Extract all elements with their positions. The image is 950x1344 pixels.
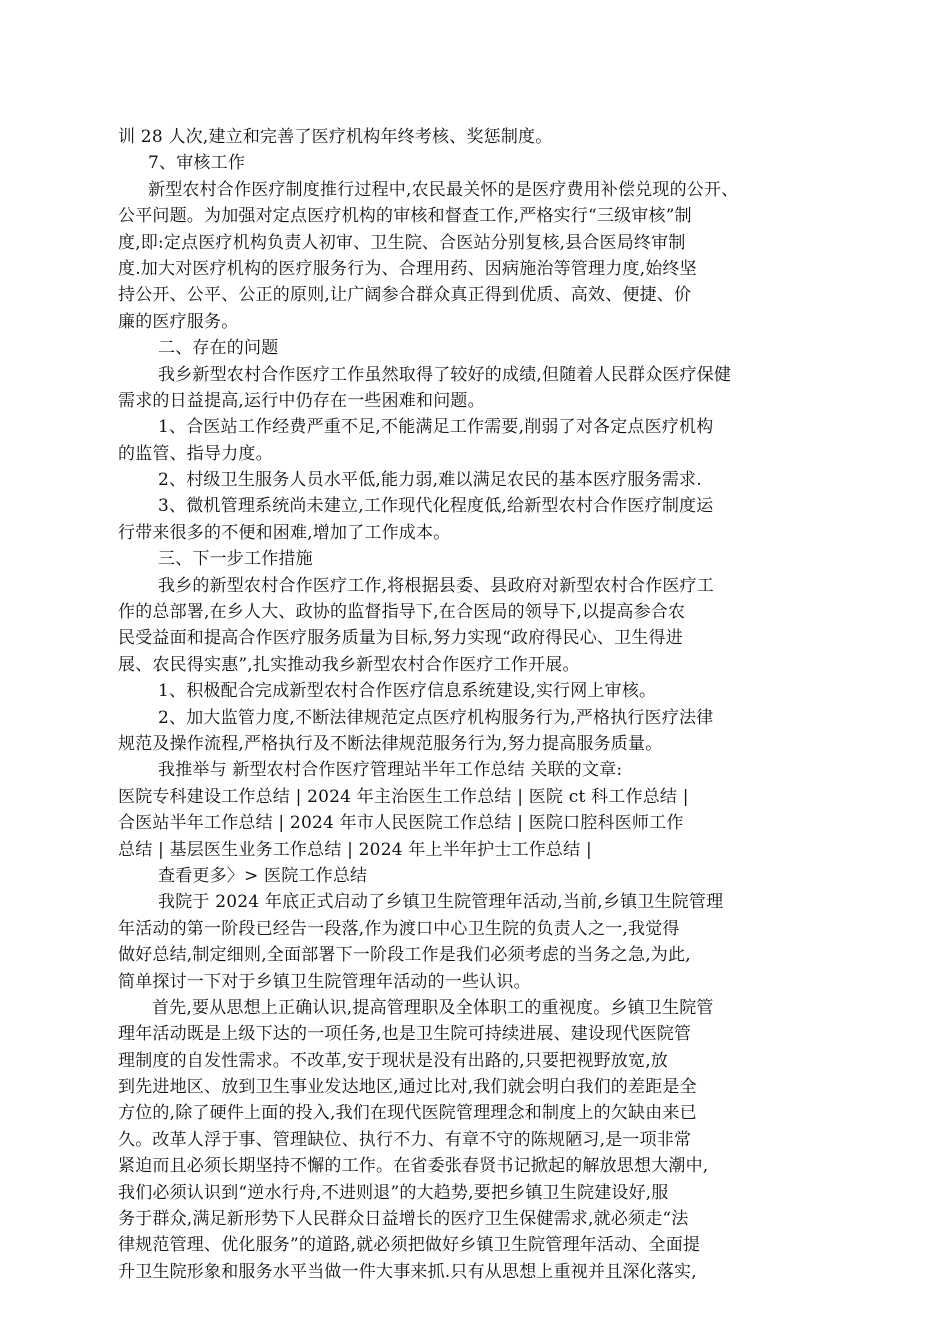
related-articles-heading: 我推举与 新型农村合作医疗管理站半年工作总结 关联的文章: — [158, 760, 623, 781]
related-articles-links[interactable]: 医院专科建设工作总结 | 2024 年主治医生工作总结 | 医院 ct 科工作总结 | — [118, 786, 689, 807]
paragraph-line: 到先进地区、放到卫生事业发达地区,通过比对,我们就会明白我们的差距是全 — [118, 1077, 697, 1098]
list-item-line: 1、积极配合完成新型农村合作医疗信息系统建设,实行网上审核。 — [158, 681, 657, 702]
paragraph-line: 年活动的第一阶段已经告一段落,作为渡口中心卫生院的负责人之一,我觉得 — [118, 918, 680, 939]
paragraph-line: 展、农民得实惠”,扎实推动我乡新型农村合作医疗工作开展。 — [118, 654, 580, 675]
text-line: 训 28 人次,建立和完善了医疗机构年终考核、奖惩制度。 — [118, 127, 553, 147]
paragraph-line: 度,即:定点医疗机构负责人初审、卫生院、合医站分别复核,县合医局终审制 — [118, 232, 686, 253]
paragraph-line: 升卫生院形象和服务水平当做一件大事来抓.只有从思想上重视并且深化落实, — [118, 1261, 697, 1282]
section-heading: 7、审核工作 — [148, 153, 246, 174]
paragraph-line: 公平问题。为加强对定点医疗机构的审核和督查工作,严格实行“三级审核”制 — [118, 206, 692, 227]
paragraph-line: 廉的医疗服务。 — [118, 311, 239, 332]
paragraph-line: 我们必须认识到“逆水行舟,不进则退”的大趋势,要把乡镇卫生院建设好,服 — [118, 1182, 669, 1203]
paragraph-line: 简单探讨一下对于乡镇卫生院管理年活动的一些认识。 — [118, 971, 531, 992]
related-articles-links[interactable]: 总结 | 基层医生业务工作总结 | 2024 年上半年护士工作总结 | — [118, 839, 592, 860]
list-item-line: 2、加大监管力度,不断法律规范定点医疗机构服务行为,严格执行医疗法律 — [158, 707, 714, 728]
list-item-line: 3、微机管理系统尚未建立,工作现代化程度低,给新型农村合作医疗制度运 — [158, 496, 714, 517]
paragraph-line: 需求的日益提高,运行中仍存在一些困难和问题。 — [118, 390, 485, 411]
section-heading: 三、下一步工作措施 — [158, 549, 313, 570]
paragraph-line: 理制度的自发性需求。不改革,安于现状是没有出路的,只要把视野放宽,放 — [118, 1050, 669, 1071]
list-item-line: 的监管、指导力度。 — [118, 443, 273, 464]
related-articles-links[interactable]: 合医站半年工作总结 | 2024 年市人民医院工作总结 | 医院口腔科医师工作 — [118, 813, 684, 834]
paragraph-line: 我乡的新型农村合作医疗工作,将根据县委、县政府对新型农村合作医疗工 — [158, 575, 715, 596]
paragraph-line: 务于群众,满足新形势下人民群众日益增长的医疗卫生保健需求,就必须走“法 — [118, 1209, 689, 1230]
paragraph-line: 新型农村合作医疗制度推行过程中,农民最关怀的是医疗费用补偿兑现的公开、 — [148, 179, 739, 200]
list-item-line: 规范及操作流程,严格执行及不断法律规范服务行为,努力提高服务质量。 — [118, 733, 663, 754]
paragraph-line: 律规范管理、优化服务”的道路,就必须把做好乡镇卫生院管理年活动、全面提 — [118, 1235, 701, 1256]
paragraph-line: 理年活动既是上级下达的一项任务,也是卫生院可持续进展、建设现代医院管 — [118, 1024, 692, 1045]
paragraph-line: 做好总结,制定细则,全面部署下一阶段工作是我们必须考虑的当务之急,为此, — [118, 945, 691, 966]
paragraph-line: 持公开、公平、公正的原则,让广阔参合群众真正得到优质、高效、便捷、价 — [118, 285, 692, 306]
paragraph-line: 首先,要从思想上正确认识,提高管理职及全体职工的重视度。乡镇卫生院管 — [152, 997, 714, 1018]
section-heading: 二、存在的问题 — [158, 338, 279, 359]
paragraph-line: 我院于 2024 年底正式启动了乡镇卫生院管理年活动,当前,乡镇卫生院管理 — [158, 892, 724, 913]
paragraph-line: 度.加大对医疗机构的医疗服务行为、合理用药、因病施治等管理力度,始终坚 — [118, 258, 697, 279]
paragraph-line: 久。改革人浮于事、管理缺位、执行不力、有章不守的陈规陋习,是一项非常 — [118, 1129, 692, 1150]
see-more-link[interactable]: 查看更多〉> 医院工作总结 — [158, 865, 368, 886]
paragraph-line: 方位的,除了硬件上面的投入,我们在现代医院管理理念和制度上的欠缺由来已 — [118, 1103, 697, 1124]
paragraph-line: 作的总部署,在乡人大、政协的监督指导下,在合医局的领导下,以提高参合农 — [118, 602, 686, 623]
list-item-line: 2、村级卫生服务人员水平低,能力弱,难以满足农民的基本医疗服务需求. — [158, 470, 702, 491]
paragraph-line: 我乡新型农村合作医疗工作虽然取得了较好的成绩,但随着人民群众医疗保健 — [158, 364, 732, 385]
paragraph-line: 紧迫而且必须长期坚持不懈的工作。在省委张春贤书记掀起的解放思想大潮中, — [118, 1156, 709, 1177]
list-item-line: 行带来很多的不便和困难,增加了工作成本。 — [118, 522, 451, 543]
list-item-line: 1、合医站工作经费严重不足,不能满足工作需要,削弱了对各定点医疗机构 — [158, 417, 714, 438]
document-body — [118, 124, 830, 1285]
paragraph-line: 民受益面和提高合作医疗服务质量为目标,努力实现“政府得民心、卫生得进 — [118, 628, 683, 649]
